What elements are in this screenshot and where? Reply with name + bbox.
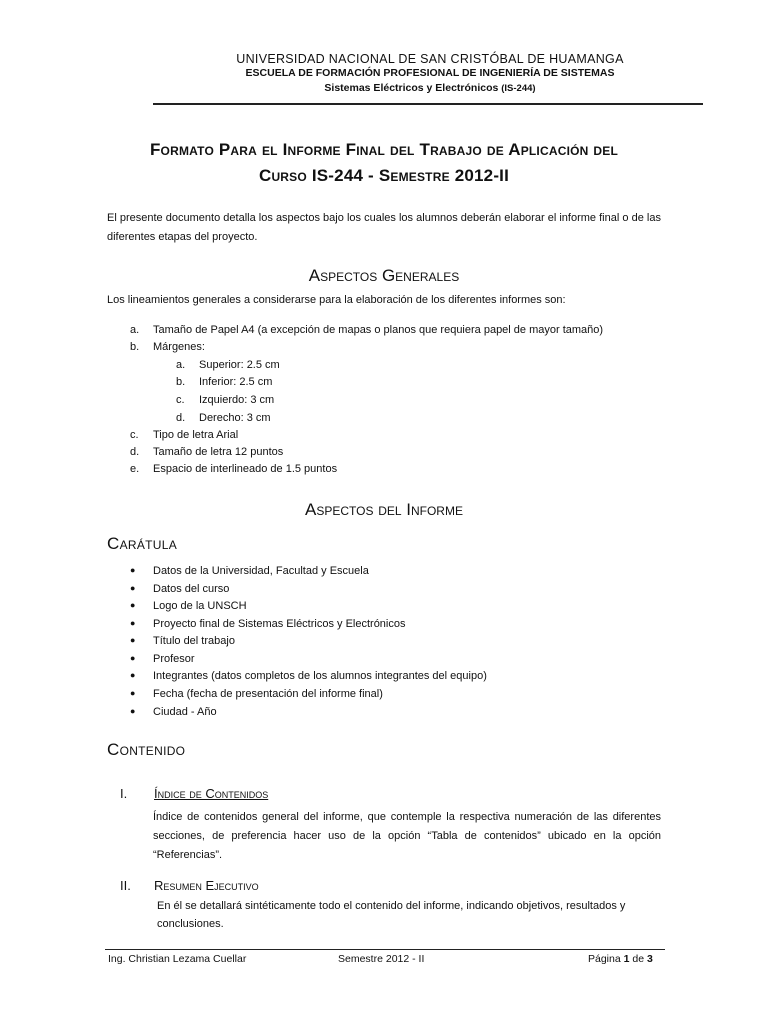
list-item-text: Inferior: 2.5 cm (199, 376, 273, 388)
list-marker: b. (130, 341, 140, 353)
list-item-text: Tamaño de letra 12 puntos (153, 446, 284, 458)
list-item-text: Datos de la Universidad, Facultad y Escuela (153, 565, 369, 577)
course-name: Sistemas Eléctricos y Electrónicos (324, 82, 499, 94)
bullet-icon: ● (130, 565, 136, 575)
list-item-text: Proyecto final de Sistemas Eléctricos y Electrónicos (153, 618, 406, 630)
indice-paragraph: Índice de contenidos general del informe, que contemple la respectiva numeración de las diferentes secciones, de preferencia hacer uso de la opción “Tabla de contenidos” ubicado en la opción “Referencias”. (153, 811, 661, 861)
bullet-icon: ● (130, 618, 136, 628)
section-numeral: II. (120, 878, 131, 893)
footer-rule (105, 949, 665, 950)
list-item-text: Tamaño de Papel A4 (a excepción de mapas o planos que requiera papel de mayor tamaño) (153, 324, 604, 336)
heading-aspectos-generales: Aspectos Generales (308, 266, 460, 285)
section-title: Resumen Ejecutivo (154, 878, 259, 893)
list-item-text: Profesor (153, 653, 195, 665)
general-lead: Los lineamientos generales a considerarse para la elaboración de los diferentes informes son: (107, 294, 566, 306)
intro-paragraph: El presente documento detalla los aspectos bajo los cuales los alumnos deberán elaborar el informe final o de las diferentes etapas del proyecto. (107, 212, 661, 243)
bullet-icon: ● (130, 688, 136, 698)
page-current: 1 (623, 953, 630, 965)
list-marker: d. (176, 412, 186, 424)
footer-semester: Semestre 2012 - II (338, 953, 425, 965)
header-rule (153, 103, 703, 105)
list-marker: a. (176, 359, 186, 371)
course-line (140, 82, 720, 94)
list-marker: c. (130, 429, 139, 441)
list-item-text: Logo de la UNSCH (153, 600, 247, 612)
bullet-icon: ● (130, 653, 136, 663)
list-item-text: Fecha (fecha de presentación del informe final) (153, 688, 383, 700)
list-item-text: Integrantes (datos completos de los alumnos integrantes del equipo) (153, 670, 487, 682)
course-code: (IS-244) (501, 83, 536, 94)
bullet-icon: ● (130, 600, 136, 610)
list-item-text: Márgenes: (153, 341, 205, 353)
page-of-label: de (629, 953, 647, 965)
bullet-icon: ● (130, 583, 136, 593)
list-item-text: Espacio de interlineado de 1.5 puntos (153, 463, 338, 475)
list-marker: d. (130, 446, 140, 458)
list-item-text: Título del trabajo (153, 635, 235, 647)
list-marker: b. (176, 376, 186, 388)
list-item-text: Derecho: 3 cm (199, 412, 271, 424)
document-title-line-1: Formato Para el Informe Final del Trabajo de Aplicación del (149, 140, 619, 159)
list-item-text: Izquierdo: 3 cm (199, 394, 275, 406)
list-item-text: Datos del curso (153, 583, 230, 595)
list-marker: e. (130, 463, 140, 475)
footer-author: Ing. Christian Lezama Cuellar (108, 953, 247, 965)
page-label: Página (588, 953, 624, 965)
section-title: Índice de Contenidos (154, 786, 269, 801)
heading-caratula: Carátula (107, 534, 178, 553)
university-name: UNIVERSIDAD NACIONAL DE SAN CRISTÓBAL DE HUAMANGA (236, 52, 624, 66)
school-name: ESCUELA DE FORMACIÓN PROFESIONAL DE INGENIERÍA DE SISTEMAS (245, 67, 615, 79)
list-item-text: Ciudad - Año (153, 706, 217, 718)
list-item-text: Superior: 2.5 cm (199, 359, 280, 371)
resumen-paragraph: En él se detallará sintéticamente todo el contenido del informe, indicando objetivos, resultados y conclusiones. (157, 900, 626, 930)
bullet-icon: ● (130, 706, 136, 716)
document-title-line-2: Curso IS-244 - Semestre 2012-II (258, 166, 510, 185)
heading-aspectos-informe: Aspectos del Informe (305, 500, 463, 519)
list-marker: a. (130, 324, 140, 336)
list-marker: c. (176, 394, 185, 406)
footer-page-number (588, 953, 653, 965)
heading-contenido: Contenido (107, 740, 186, 759)
page-total: 3 (646, 953, 653, 965)
section-numeral: I. (120, 786, 128, 801)
list-item-text: Tipo de letra Arial (153, 429, 239, 441)
bullet-icon: ● (130, 670, 136, 680)
bullet-icon: ● (130, 635, 136, 645)
